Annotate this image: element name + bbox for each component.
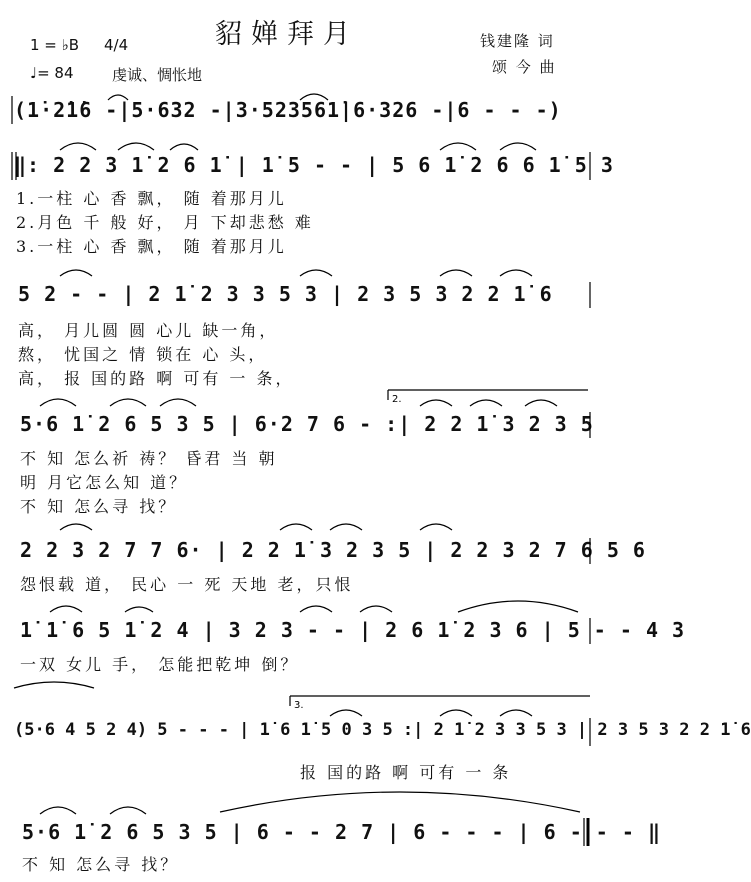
song-title: 貂婵拜月	[215, 19, 359, 50]
notation-row-1: (1̇·2̇1̇6 -|5·632 -|3·523561̇|6·326 -|6 - - -)	[14, 98, 562, 122]
lyric-row-2-verse-1: 1.一柱 心 香 飘， 随 着那月儿	[16, 189, 287, 208]
lyric-row-4-verse-1: 不 知 怎么祈 祷？ 昏君 当 朝	[20, 449, 278, 468]
svg-text:2.: 2.	[392, 394, 402, 405]
tempo-marking: ♩= 84	[30, 64, 74, 82]
time-signature: 4/4	[104, 36, 129, 54]
key-signature: 1 = ♭B	[30, 36, 80, 54]
expression-marking: 虔诚、惆怅地	[112, 66, 203, 84]
lyric-row-8: 不 知 怎么寻 找？	[22, 855, 180, 874]
lyric-row-7: 报 国的路 啊 可有 一 条	[300, 763, 512, 782]
composer-credit: 颂 今 曲	[492, 58, 557, 76]
notation-row-7: (5·6 4 5 2 4) 5 - - - | 1̇ 6 1̇ 5 0 3 5 :| 2 1̇ 2 3 3 5 3 | 2 3 5 3 2 2 1̇ 6	[14, 720, 751, 740]
notation-row-2: ‖: 2 2 3 1̇ 2 6 1̇ | 1̇ 5 - - | 5 6 1̇ 2 6 6 1̇ 5 3	[14, 153, 614, 177]
lyric-row-3-verse-3: 高， 报 国的路 啊 可有 一 条，	[18, 369, 295, 388]
lyric-row-6: 一双 女儿 手， 怎能把乾坤 倒？	[20, 655, 300, 674]
lyricist-credit: 钱建隆 词	[480, 32, 555, 50]
notation-row-8: 5·6 1̇ 2 6 5 3 5 | 6 - - 2 7 | 6 - - - | 6 - - - ‖	[22, 820, 662, 844]
notation-row-3: 5 2 - - | 2 1̇ 2 3 3 5 3 | 2 3 5 3 2 2 1̇ 6	[18, 282, 553, 306]
lyric-row-3-verse-1: 高， 月儿圆 圆 心儿 缺一角，	[18, 321, 279, 340]
lyric-row-3-verse-2: 熬， 忧国之 情 锁在 心 头，	[18, 345, 268, 364]
lyric-row-4-verse-3: 不 知 怎么寻 找？	[20, 497, 178, 516]
lyric-row-5: 怨恨载 道， 民心 一 死 天地 老，只恨	[20, 575, 354, 594]
notation-row-4: 5·6 1̇ 2 6 5 3 5 | 6·2 7 6 - :| 2 2 1̇ 3 2 3 5	[20, 412, 594, 436]
lyric-row-4-verse-2: 明 月它怎么知 道？	[20, 473, 189, 492]
notation-row-5: 2 2 3 2 7 7 6· | 2 2 1̇ 3 2 3 5 | 2 2 3 2 7 6 5 6	[20, 538, 646, 562]
svg-text:3.: 3.	[294, 700, 304, 711]
lyric-row-2-verse-3: 3.一柱 心 香 飘， 随 着那月儿	[16, 237, 287, 256]
lyric-row-2-verse-2: 2.月色 千 般 好， 月 下却悲愁 难	[16, 213, 314, 232]
notation-row-6: 1̇ 1̇ 6 5 1̇ 2 4 | 3 2 3 - - | 2 6 1̇ 2 3 6 | 5 - - 4 3	[20, 618, 686, 642]
